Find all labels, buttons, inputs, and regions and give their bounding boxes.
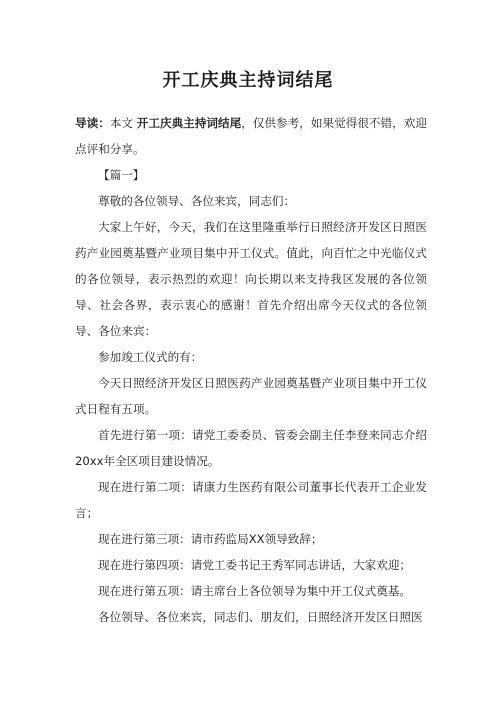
paragraph-salutation: 尊敬的各位领导、各位来宾，同志们： xyxy=(98,194,296,208)
paragraph-opening: 大家上午好，今天，我们在这里隆重举行日照经济开发区日照医药产业园奠基暨产业项目集中开工仪式。值此，向百忙之中光临仪式的各位领导，表示热烈的欢迎！向长期以来支持我区发展的各位领导、社会各界，表示衷心的感谢！首先介绍出席今天仪式的各位领导、各位来宾： xyxy=(75,220,427,338)
intro-pre: 本文 xyxy=(109,116,137,130)
intro-post: ，仅供参考，如果觉得很不错，欢迎点评和分享。 xyxy=(75,116,427,156)
paragraph-item-1: 首先进行第一项：请党工委委员、管委会副主任李登来同志介绍20xx年全区项目建设情况。 xyxy=(75,428,427,468)
paragraph-closing: 各位领导、各位来宾，同志们、朋友们，日照经济开发区日照医 xyxy=(98,610,423,624)
document-title: 开工庆典主持词结尾 xyxy=(162,70,334,91)
section-header: 【篇一】 xyxy=(98,168,145,182)
paragraph-attendees: 参加竣工仪式的有： xyxy=(98,350,203,364)
document-body xyxy=(75,110,427,630)
paragraph-agenda: 今天日照经济开发区日照医药产业园奠基暨产业项目集中开工仪式日程有五项。 xyxy=(75,376,427,416)
intro-label: 导读： xyxy=(75,116,110,130)
intro-paragraph xyxy=(75,110,427,162)
paragraph-item-5: 现在进行第五项：请主席台上各位领导为集中开工仪式奠基。 xyxy=(98,584,412,598)
intro-doc-title: 开工庆典主持词结尾 xyxy=(136,116,242,130)
paragraph-item-2: 现在进行第二项：请康力生医药有限公司董事长代表开工企业发言； xyxy=(75,480,427,520)
paragraph-item-3: 现在进行第三项：请市药监局XX领导致辞； xyxy=(98,532,323,546)
paragraph-item-4: 现在进行第四项：请党工委书记王秀军同志讲话，大家欢迎； xyxy=(98,558,412,572)
